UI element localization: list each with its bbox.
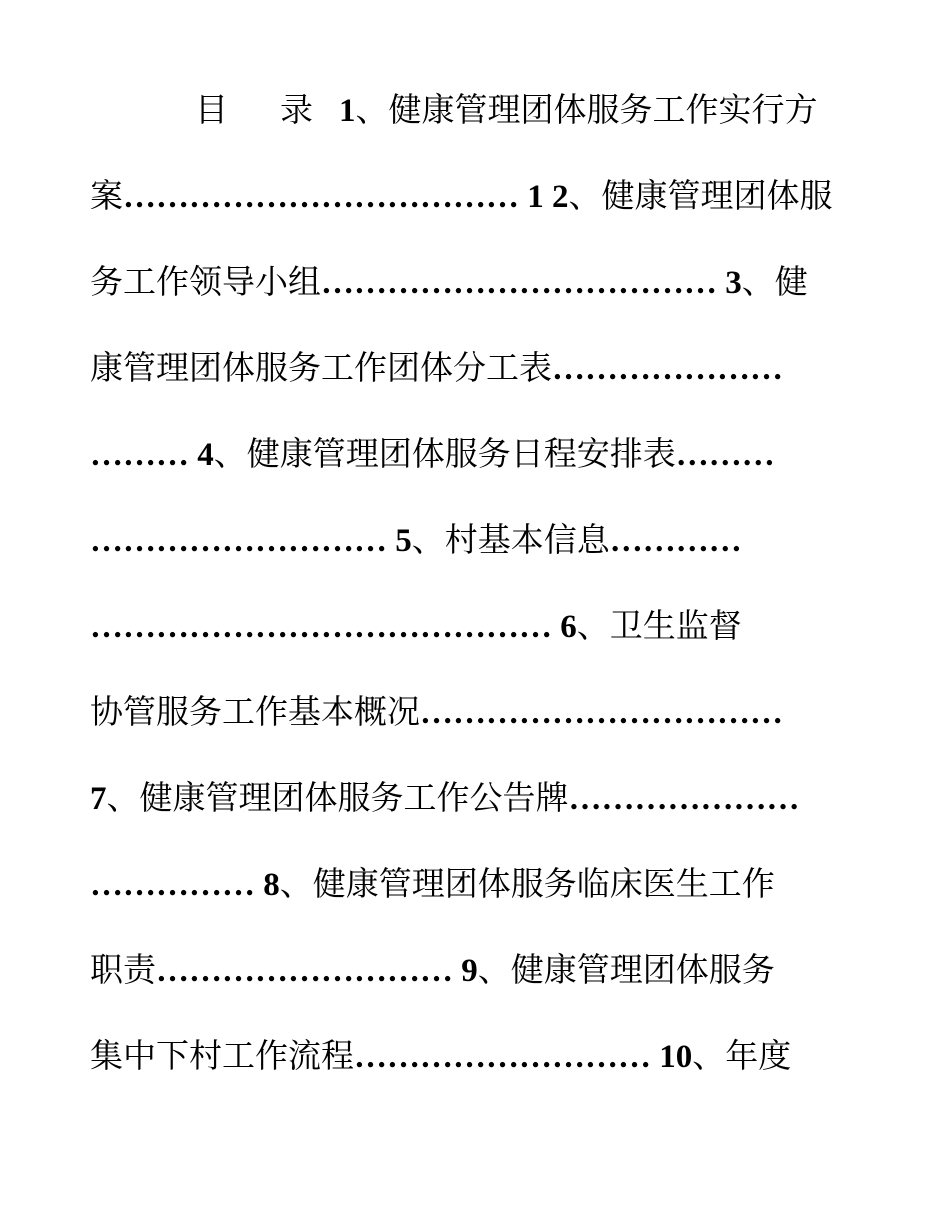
toc-entry-6-text: 、卫生监督 xyxy=(576,606,742,645)
toc-line-7 xyxy=(90,606,742,647)
toc-entry-4-leader: ……… xyxy=(675,437,775,473)
toc-line-11 xyxy=(90,950,775,991)
toc-title-char-2: 录 xyxy=(280,90,313,129)
toc-entry-7-text: 、健康管理团体服务工作公告牌 xyxy=(106,778,569,817)
toc-line-10 xyxy=(90,864,775,905)
toc-title-char-1: 目 xyxy=(195,90,228,129)
toc-line-3 xyxy=(90,262,808,303)
toc-line-9 xyxy=(90,778,800,819)
toc-entry-1-number: 1 xyxy=(339,93,356,129)
toc-line-4 xyxy=(90,348,783,389)
toc-entry-2-text-cont: 务工作领导小组 xyxy=(90,262,321,301)
toc-entry-1-text: 、健康管理团体服务工作实行方 xyxy=(355,90,818,129)
toc-line-2 xyxy=(90,176,833,217)
toc-entry-1-leader-and-page: ……………………………… 1 2 xyxy=(123,179,569,215)
toc-entry-4-text: 、健康管理团体服务日程安排表 xyxy=(213,434,676,473)
toc-entry-3-text: 、健 xyxy=(741,262,808,301)
toc-entry-1-text-cont: 案 xyxy=(90,176,123,215)
toc-line-6 xyxy=(90,520,742,561)
toc-entry-10-text: 、年度 xyxy=(692,1036,792,1075)
toc-entry-8-text-cont: 职责 xyxy=(90,950,156,989)
toc-entry-8-leader-and-page: ……………………… 9 xyxy=(156,953,478,989)
toc-entry-2-leader-and-page: ……………………………… 3 xyxy=(321,265,742,301)
toc-entry-3-leader: ………………… xyxy=(552,351,783,387)
toc-entry-7-leader: ………………… xyxy=(568,781,800,817)
toc-line-8 xyxy=(90,692,783,733)
toc-entry-9-leader-and-page: ……………………… 10 xyxy=(354,1039,693,1075)
toc-entry-6-page: 7 xyxy=(90,781,107,817)
toc-entry-5-text: 、村基本信息 xyxy=(411,520,610,559)
toc-line-5 xyxy=(90,434,775,475)
toc-entry-5-leader-and-page: …………………………………… 6 xyxy=(90,609,577,645)
toc-entry-8-text: 、健康管理团体服务临床医生工作 xyxy=(279,864,775,903)
toc-entry-3-text-cont: 康管理团体服务工作团体分工表 xyxy=(90,348,552,387)
toc-entry-4-leader-and-page: ……………………… 5 xyxy=(90,523,412,559)
toc-entry-6-text-cont: 协管服务工作基本概况 xyxy=(90,692,420,731)
toc-entry-2-text: 、健康管理团体服 xyxy=(568,176,833,215)
toc-line-12 xyxy=(90,1036,791,1077)
toc-entry-9-text: 、健康管理团体服务 xyxy=(477,950,775,989)
toc-entry-6-leader: …………………………… xyxy=(420,695,783,731)
toc-entry-3-leader-and-page: ……… 4 xyxy=(90,437,214,473)
toc-entry-7-leader-and-page: …………… 8 xyxy=(90,867,280,903)
toc-entry-5-leader: ………… xyxy=(609,523,742,559)
toc-line-1 xyxy=(195,90,818,131)
toc-entry-9-text-cont: 集中下村工作流程 xyxy=(90,1036,354,1075)
